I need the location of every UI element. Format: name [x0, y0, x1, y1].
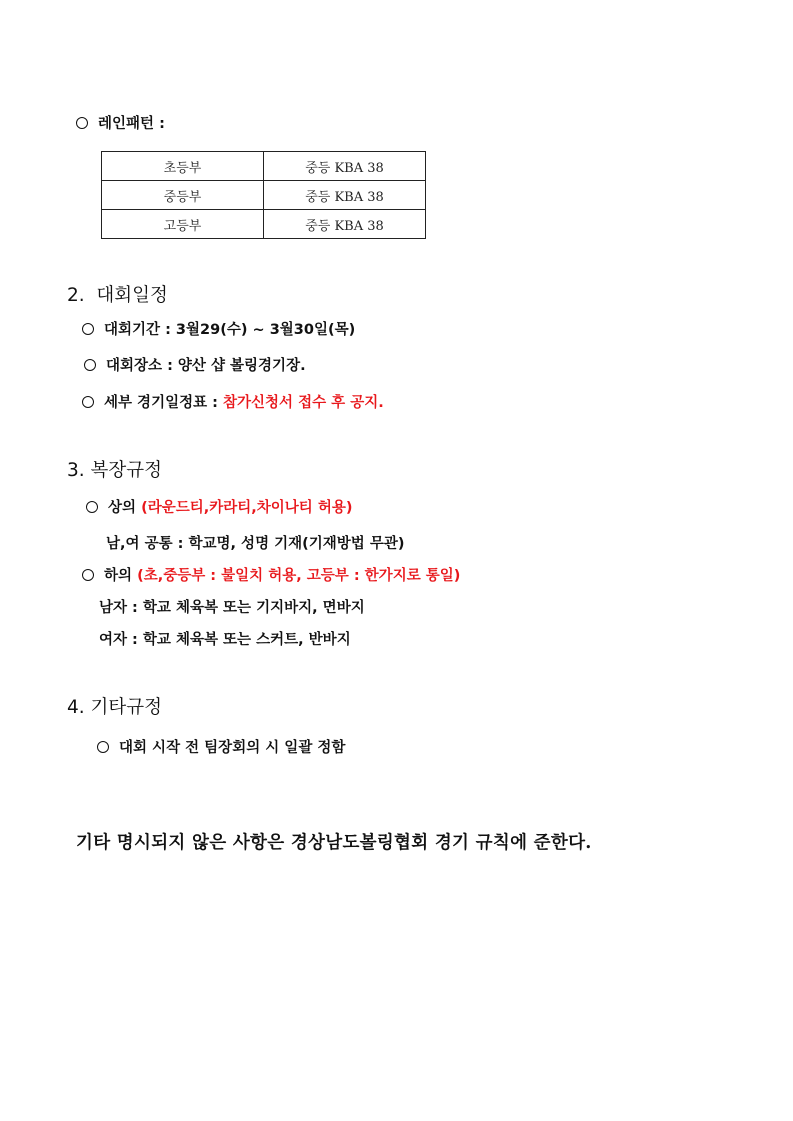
- lane-pattern-table: [101, 151, 426, 239]
- period-row: [82, 318, 355, 339]
- other-rule-row: [97, 736, 345, 757]
- female-rule-text: 여자 : 학교 체육복 또는 스커트, 반바지: [99, 632, 351, 648]
- bottom-rule-row: [82, 564, 460, 585]
- table-row: [102, 210, 426, 239]
- lane-pattern-label: 레인패턴 :: [98, 116, 165, 132]
- male-rule-text: 남자 : 학교 체육복 또는 기지바지, 면바지: [99, 600, 365, 616]
- section-4-heading: 4. 기타규정: [67, 697, 163, 718]
- top-value: (라운드티,카라티,차이나티 허용): [141, 500, 353, 516]
- other-rule-text: 대회 시작 전 팀장회의 시 일괄 정함: [119, 740, 346, 756]
- circle-bullet-icon: [82, 569, 94, 581]
- pattern-cell: 중등 KBA 38: [264, 210, 426, 239]
- bottom-value: (초,중등부 : 불일치 허용, 고등부 : 한가지로 통일): [137, 568, 461, 584]
- division-cell: 고등부: [102, 210, 264, 239]
- circle-bullet-icon: [84, 359, 96, 371]
- circle-bullet-icon: [76, 117, 88, 129]
- circle-bullet-icon: [97, 741, 109, 753]
- schedule-label: 세부 경기일정표 :: [104, 395, 223, 411]
- schedule-row: [82, 391, 384, 412]
- top-label: 상의: [108, 500, 142, 516]
- top-common-text: 남,여 공통 : 학교명, 성명 기재(기재방법 무관): [106, 536, 405, 552]
- venue-row: [84, 354, 306, 375]
- table-row: [102, 152, 426, 181]
- table-row: [102, 181, 426, 210]
- pattern-cell: 중등 KBA 38: [264, 181, 426, 210]
- lane-pattern-label-row: [76, 112, 165, 133]
- schedule-value: 참가신청서 접수 후 공지.: [223, 395, 384, 411]
- period-text: 대회기간 : 3월29(수) ~ 3월30일(목): [104, 322, 356, 338]
- section-3-heading: 3. 복장규정: [67, 460, 163, 481]
- bottom-label: 하의: [104, 568, 138, 584]
- venue-text: 대회장소 : 양산 샵 볼링경기장.: [106, 358, 306, 374]
- section-2-heading: 2. 대회일정: [67, 285, 168, 306]
- circle-bullet-icon: [82, 323, 94, 335]
- pattern-cell: 중등 KBA 38: [264, 152, 426, 181]
- top-rule-row: [86, 496, 352, 517]
- circle-bullet-icon: [86, 501, 98, 513]
- division-cell: 중등부: [102, 181, 264, 210]
- division-cell: 초등부: [102, 152, 264, 181]
- circle-bullet-icon: [82, 396, 94, 408]
- closing-statement: 기타 명시되지 않은 사항은 경상남도볼링협회 경기 규칙에 준한다.: [76, 833, 592, 853]
